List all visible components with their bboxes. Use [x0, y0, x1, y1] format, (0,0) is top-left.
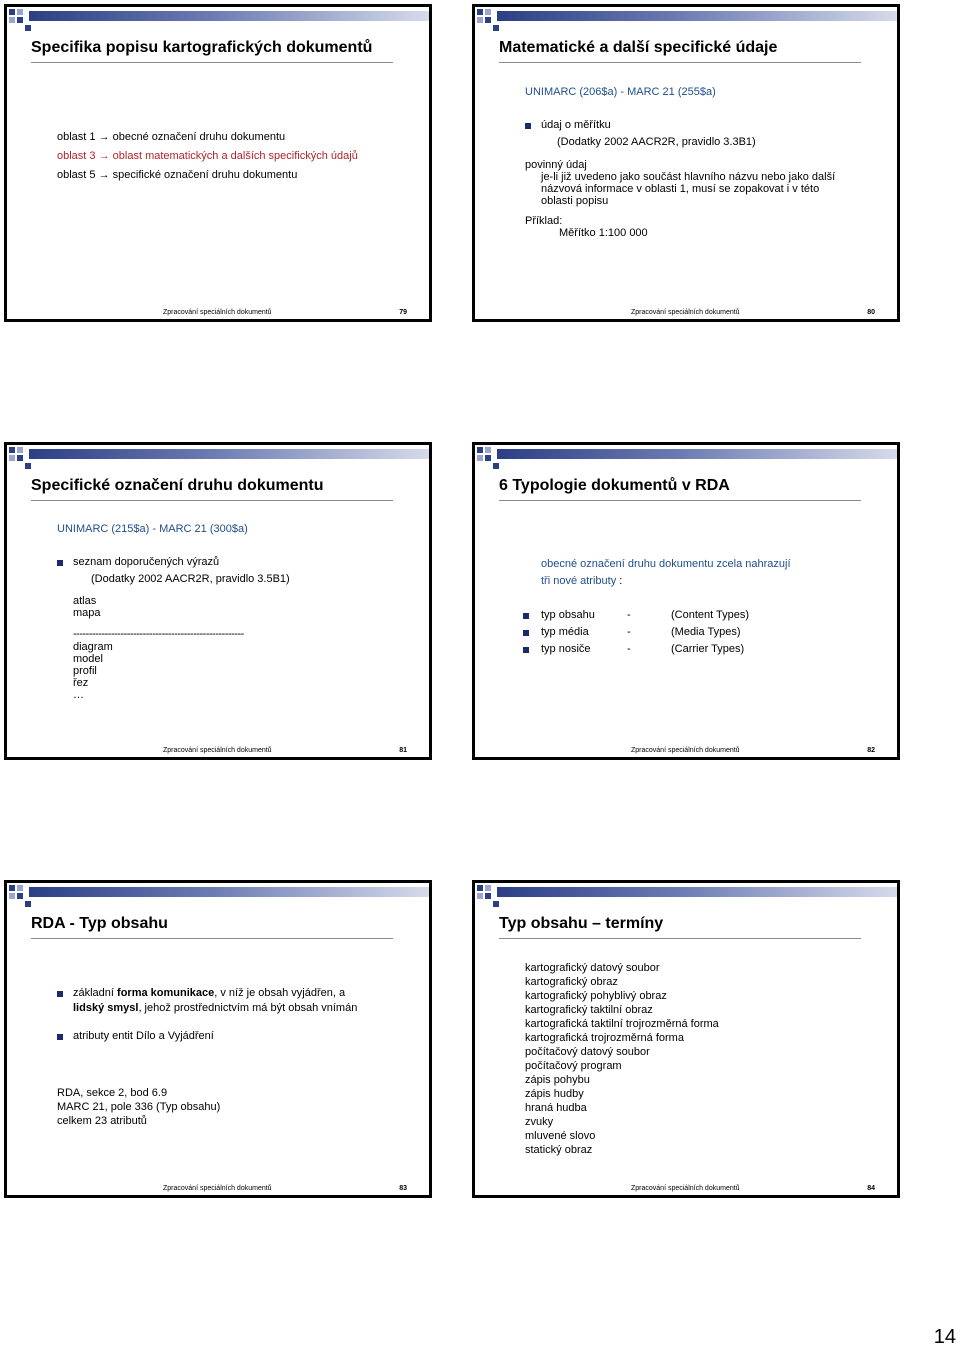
heading-line: tři nové atributy :	[541, 575, 623, 587]
term-item: kartografický taktilní obraz	[525, 1004, 653, 1016]
list-item: oblast 1 → obecné označení druhu dokumentu	[57, 131, 286, 143]
slide-decoration	[475, 445, 900, 471]
bullet-icon	[57, 991, 63, 997]
arrow-right-icon: →	[98, 169, 110, 181]
bullet-text: základní forma komunikace, v níž je obsah vyjádřen, a	[73, 987, 346, 999]
list-item: …	[73, 689, 84, 701]
slide-decoration	[475, 883, 900, 909]
term-item: kartografická taktilní trojrozměrná forma	[525, 1018, 719, 1030]
slide-82: 6 Typologie dokumentů v RDA obecné označení druhu dokumentu zcela nahrazují tři nové atributy : typ obsahu - (Content Types) typ média - (Media Types) typ nosiče - (Carrier Types) Zpracování speciálních dokumentů 82	[472, 442, 900, 760]
heading-line: obecné označení druhu dokumentu zcela nahrazují	[541, 558, 791, 570]
note-line: MARC 21, pole 336 (Typ obsahu)	[57, 1101, 221, 1113]
page-number: 14	[933, 1326, 956, 1348]
paragraph-line: názvová informace v oblasti 1, musí se zopakovat i v této	[541, 183, 820, 195]
slide-title: Specifické označení druhu dokumentu	[31, 477, 324, 494]
term-item: statický obraz	[525, 1144, 593, 1156]
bullet-text: údaj o měřítku	[541, 119, 611, 131]
example-value: Měřítko 1:100 000	[559, 227, 648, 239]
separator-line: ------------------------------------------------------	[73, 628, 244, 640]
slide-footer: Zpracování speciálních dokumentů 81	[163, 747, 407, 754]
bullet-icon	[57, 1034, 63, 1040]
title-rule	[31, 62, 393, 63]
list-item: profil	[73, 665, 97, 677]
slide-title: Typ obsahu – termíny	[499, 915, 664, 932]
bullet-text: seznam doporučených výrazů	[73, 556, 220, 568]
arrow-right-icon: →	[98, 150, 110, 162]
slide-footer: Zpracování speciálních dokumentů 82	[631, 747, 875, 754]
paragraph-line: je-li již uvedeno jako součást hlavního názvu nebo jako další	[541, 171, 836, 183]
slide-title: Matematické a další specifické údaje	[499, 39, 778, 56]
attribute-english: (Media Types)	[671, 626, 741, 638]
term-item: kartografická trojrozměrná forma	[525, 1032, 684, 1044]
term-item: hraná hudba	[525, 1102, 587, 1114]
slide-title: RDA - Typ obsahu	[31, 915, 168, 932]
arrow-right-icon: →	[98, 131, 110, 143]
bullet-icon	[57, 560, 63, 566]
term-item: zvuky	[525, 1116, 554, 1128]
term-item: zápis hudby	[525, 1088, 584, 1100]
bullet-icon	[525, 123, 531, 129]
term-item: počítačový datový soubor	[525, 1046, 650, 1058]
list-item: atlas	[73, 595, 97, 607]
slide-80	[472, 4, 900, 322]
slide-footer: Zpracování speciálních dokumentů 79	[163, 309, 407, 316]
slide-subtitle: UNIMARC (215$a) - MARC 21 (300$a)	[57, 523, 248, 535]
slide-84	[472, 880, 900, 1198]
slide-decoration	[7, 445, 432, 471]
title-rule	[499, 938, 861, 939]
attribute-name: typ média	[541, 626, 589, 638]
slide-81	[4, 442, 432, 760]
bullet-text: atributy entit Dílo a Vyjádření	[73, 1030, 214, 1042]
title-rule	[31, 938, 393, 939]
list-item: řez	[73, 677, 89, 689]
slide-page-number: 79	[399, 309, 407, 316]
term-item: zápis pohybu	[525, 1074, 590, 1086]
slide-subtitle: UNIMARC (206$a) - MARC 21 (255$a)	[525, 86, 716, 98]
slide-decoration	[475, 7, 900, 33]
slide-79	[4, 4, 432, 322]
bullet-icon	[523, 630, 529, 636]
slide-decoration	[7, 883, 432, 909]
note-line: RDA, sekce 2, bod 6.9	[57, 1087, 168, 1099]
term-item: kartografický datový soubor	[525, 962, 660, 974]
attribute-name: typ obsahu	[541, 609, 595, 621]
list-item: oblast 5 → specifické označení druhu dokumentu	[57, 169, 298, 181]
bullet-text: lidský smysl, jehož prostřednictvím má být obsah vnímán	[73, 1002, 358, 1014]
slide-page-number: 83	[399, 1185, 407, 1192]
slide-title: 6 Typologie dokumentů v RDA	[499, 477, 730, 494]
term-item: mluvené slovo	[525, 1130, 596, 1142]
bullet-subtext: (Dodatky 2002 AACR2R, pravidlo 3.5B1)	[91, 573, 290, 585]
slide-footer: Zpracování speciálních dokumentů 84	[631, 1185, 875, 1192]
note-line: celkem 23 atributů	[57, 1115, 147, 1127]
slide-page-number: 82	[867, 747, 875, 754]
title-rule	[31, 500, 393, 501]
term-item: počítačový program	[525, 1060, 622, 1072]
bullet-icon	[523, 647, 529, 653]
bullet-icon	[523, 613, 529, 619]
attribute-english: (Carrier Types)	[671, 643, 745, 655]
slide-page-number: 81	[399, 747, 407, 754]
attribute-english: (Content Types)	[671, 609, 750, 621]
title-rule	[499, 62, 861, 63]
list-item: mapa	[73, 607, 101, 619]
example-label: Příklad:	[525, 215, 563, 227]
slide-decoration	[7, 7, 432, 33]
slide-page-number: 84	[867, 1185, 875, 1192]
slide-83	[4, 880, 432, 1198]
slide-footer: Zpracování speciálních dokumentů 83	[163, 1185, 407, 1192]
list-item: oblast 3 → oblast matematických a dalších specifických údajů	[57, 150, 358, 162]
attribute-name: typ nosiče	[541, 643, 591, 655]
bullet-subtext: (Dodatky 2002 AACR2R, pravidlo 3.3B1)	[557, 136, 756, 148]
slide-footer: Zpracování speciálních dokumentů 80	[631, 309, 875, 316]
term-item: kartografický pohyblivý obraz	[525, 990, 667, 1002]
list-item: model	[73, 653, 103, 665]
slide-page-number: 80	[867, 309, 875, 316]
slide-title: Specifika popisu kartografických dokumentů	[31, 39, 373, 56]
paragraph-line: povinný údaj	[525, 159, 587, 171]
list-item: diagram	[73, 641, 113, 653]
title-rule	[499, 500, 861, 501]
paragraph-line: oblasti popisu	[541, 195, 609, 207]
term-item: kartografický obraz	[525, 976, 618, 988]
